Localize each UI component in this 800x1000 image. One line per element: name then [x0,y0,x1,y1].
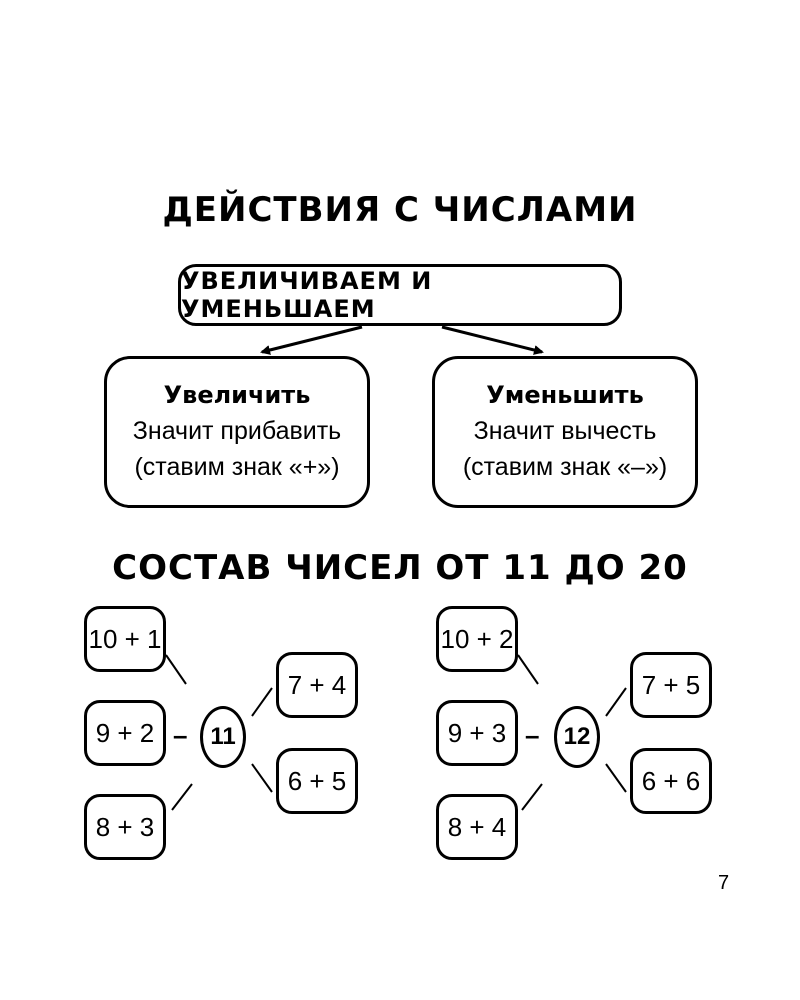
decrease-sign: (ставим знак «–») [462,453,668,482]
line-g1-right-bottom [252,764,272,792]
expr-g1-left-3: 8 + 3 [84,794,166,860]
decrease-title: Уменьшить [486,381,644,410]
dash-g2: – [525,720,540,750]
number-circle-g1: 11 [200,706,246,768]
expr-g1-right-1: 7 + 4 [276,652,358,718]
line-g2-bottom [522,784,542,810]
line-g2-top [518,655,538,684]
line-g1-bottom [172,784,192,810]
arrow-right [442,327,542,352]
expr-g1-right-2: 6 + 5 [276,748,358,814]
heading-operations: ДЕЙСТВИЯ С ЧИСЛАМИ [162,190,638,230]
increase-meaning: Значит прибавить [132,417,342,446]
decrease-box [432,356,698,508]
expr-g2-left-1: 10 + 2 [436,606,518,672]
heading-composition: СОСТАВ ЧИСЕЛ ОТ 11 ДО 20 [112,548,688,588]
line-g1-top [166,655,186,684]
number-circle-g2: 12 [554,706,600,768]
expr-g1-left-1: 10 + 1 [84,606,166,672]
decrease-meaning: Значит вычесть [473,417,657,446]
line-g2-right-top [606,688,626,716]
line-g1-right-top [252,688,272,716]
arrow-left [262,327,362,352]
increase-title: Увеличить [163,381,311,410]
increase-decrease-box: УВЕЛИЧИВАЕМ И УМЕНЬШАЕМ [178,264,622,326]
expr-g2-right-1: 7 + 5 [630,652,712,718]
dash-g1: – [173,720,188,750]
expr-g2-left-2: 9 + 3 [436,700,518,766]
expr-g2-left-3: 8 + 4 [436,794,518,860]
page-number: 7 [718,872,730,894]
line-g2-right-bottom [606,764,626,792]
increase-sign: (ставим знак «+») [134,453,340,482]
expr-g2-right-2: 6 + 6 [630,748,712,814]
expr-g1-left-2: 9 + 2 [84,700,166,766]
increase-box [104,356,370,508]
